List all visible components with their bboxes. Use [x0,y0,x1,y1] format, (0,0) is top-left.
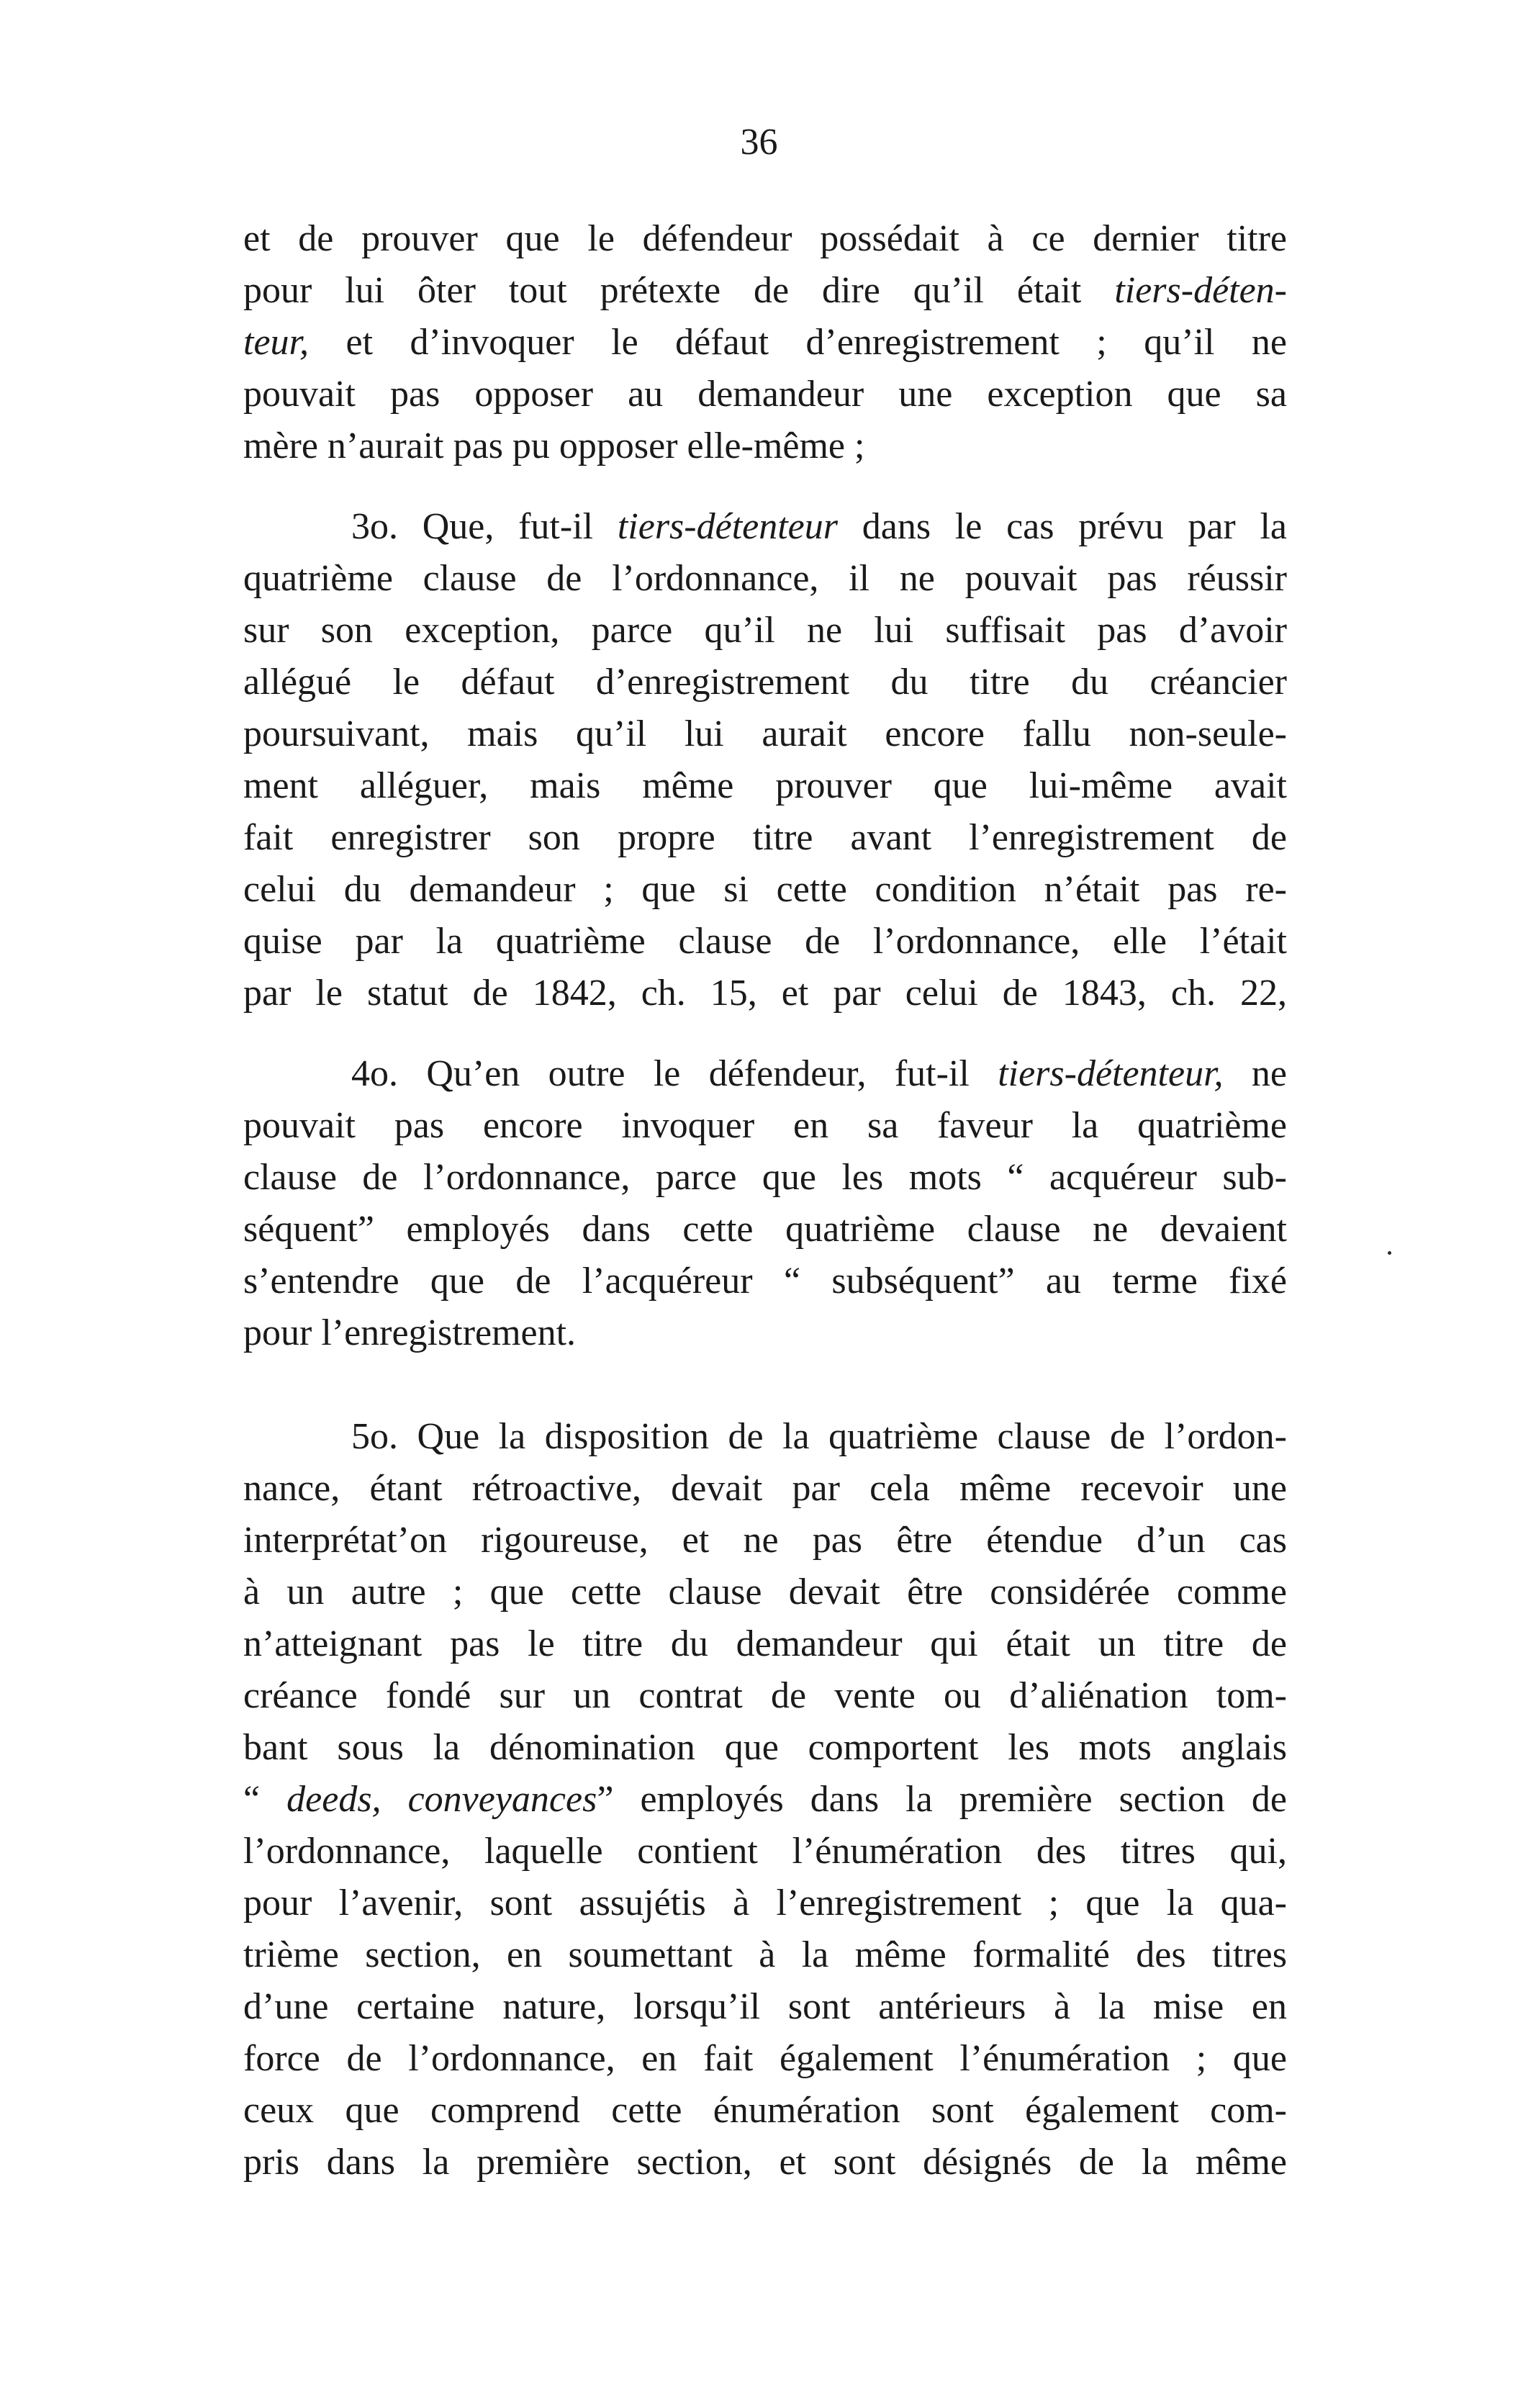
text-line: trième section, en soumettant à la même formalité des titres [243,1934,1287,1975]
text-segment: 4o. Qu’en outre le défendeur, fut-il [351,1053,970,1094]
text-line: fait enregistrer son propre titre avant l’enregistrement de [243,817,1287,858]
text-segment: dans le cas prévu par la [862,506,1288,547]
text-line: celui du demandeur ; que si cette condition n’était pas re- [243,869,1287,910]
text-line: pour l’avenir, sont assujétis à l’enregistrement ; que la qua- [243,1882,1287,1924]
text-line: l’ordonnance, laquelle contient l’énumération des titres qui, [243,1831,1287,1872]
paragraph-gap [243,472,1287,501]
text-line: force de l’ordonnance, en fait également l’énumération ; que [243,2038,1287,2079]
text-line: nance, étant rétroactive, devait par cela même recevoir une [243,1468,1287,1509]
italic-term: tiers-déten- [1114,270,1287,311]
paragraph-4 [243,1411,1287,2188]
page-number: 36 [740,122,778,163]
text-line: par le statut de 1842, ch. 15, et par celui de 1843, ch. 22, [243,973,1287,1014]
text-segment: ” employés dans la première section de [597,1779,1287,1820]
text-line: et de prouver que le défendeur possédait à ce dernier titre [243,218,1287,259]
text-line: mère n’aurait pas pu opposer elle-même ; [243,425,865,466]
text-segment: ne [1251,1053,1288,1094]
text-line [243,1774,1287,1826]
body-text [243,213,1287,2188]
text-line [243,317,1287,369]
paragraph-gap [243,1019,1287,1048]
text-line: pris dans la première section, et sont désignés de la même [243,2142,1287,2183]
text-line: allégué le défaut d’enregistrement du titre du créancier [243,662,1287,703]
text-line: ment alléguer, mais même prouver que lui-même avait [243,765,1287,806]
text-line [243,265,1287,317]
paragraph-gap [243,1359,1287,1411]
text-line: créance fondé sur un contrat de vente ou d’aliénation tom- [243,1675,1287,1716]
text-line: sur son exception, parce qu’il ne lui suffisait pas d’avoir [243,610,1287,651]
text-line: quatrième clause de l’ordonnance, il ne pouvait pas réussir [243,558,1287,599]
text-line: à un autre ; que cette clause devait être considérée comme [243,1571,1287,1613]
text-line [243,501,1287,553]
paragraph-1 [243,213,1287,472]
text-line [243,1048,1287,1100]
text-line: poursuivant, mais qu’il lui aurait encore fallu non-seule- [243,713,1287,754]
text-line: séquent” employés dans cette quatrième clause ne devaient [243,1209,1287,1250]
text-line: clause de l’ordonnance, parce que les mots “ acquéreur sub- [243,1157,1287,1198]
italic-term: teur, [243,322,309,363]
text-line: quise par la quatrième clause de l’ordonnance, elle l’était [243,921,1287,962]
italic-term: tiers-détenteur, [998,1053,1224,1094]
text-line: pouvait pas opposer au demandeur une exception que sa [243,374,1287,415]
text-line: s’entendre que de l’acquéreur “ subséquent” au terme fixé [243,1261,1287,1302]
italic-term: deeds, conveyances [286,1779,597,1820]
text-segment: pour lui ôter tout prétexte de dire qu’il était [243,270,1082,311]
text-line: n’atteignant pas le titre du demandeur qui était un titre de [243,1623,1287,1664]
italic-term: tiers-détenteur [617,506,838,547]
paragraph-3 [243,1048,1287,1359]
text-line: d’une certaine nature, lorsqu’il sont antérieurs à la mise en [243,1986,1287,2027]
scan-speck [1388,1251,1391,1255]
paragraph-2 [243,501,1287,1019]
text-segment: “ [243,1779,261,1820]
text-line: 5o. Que la disposition de la quatrième clause de l’ordon- [351,1416,1287,1457]
text-line: pouvait pas encore invoquer en sa faveur la quatrième [243,1105,1287,1146]
text-line: interprétat’on rigoureuse, et ne pas être étendue d’un cas [243,1520,1287,1561]
text-line: bant sous la dénomination que comportent les mots anglais [243,1727,1287,1768]
text-segment: et d’invoquer le défaut d’enregistrement ; qu’il ne [345,322,1288,363]
text-line: ceux que comprend cette énumération sont également com- [243,2090,1287,2131]
text-segment: 3o. Que, fut-il [351,506,594,547]
text-line: pour l’enregistrement. [243,1312,577,1353]
